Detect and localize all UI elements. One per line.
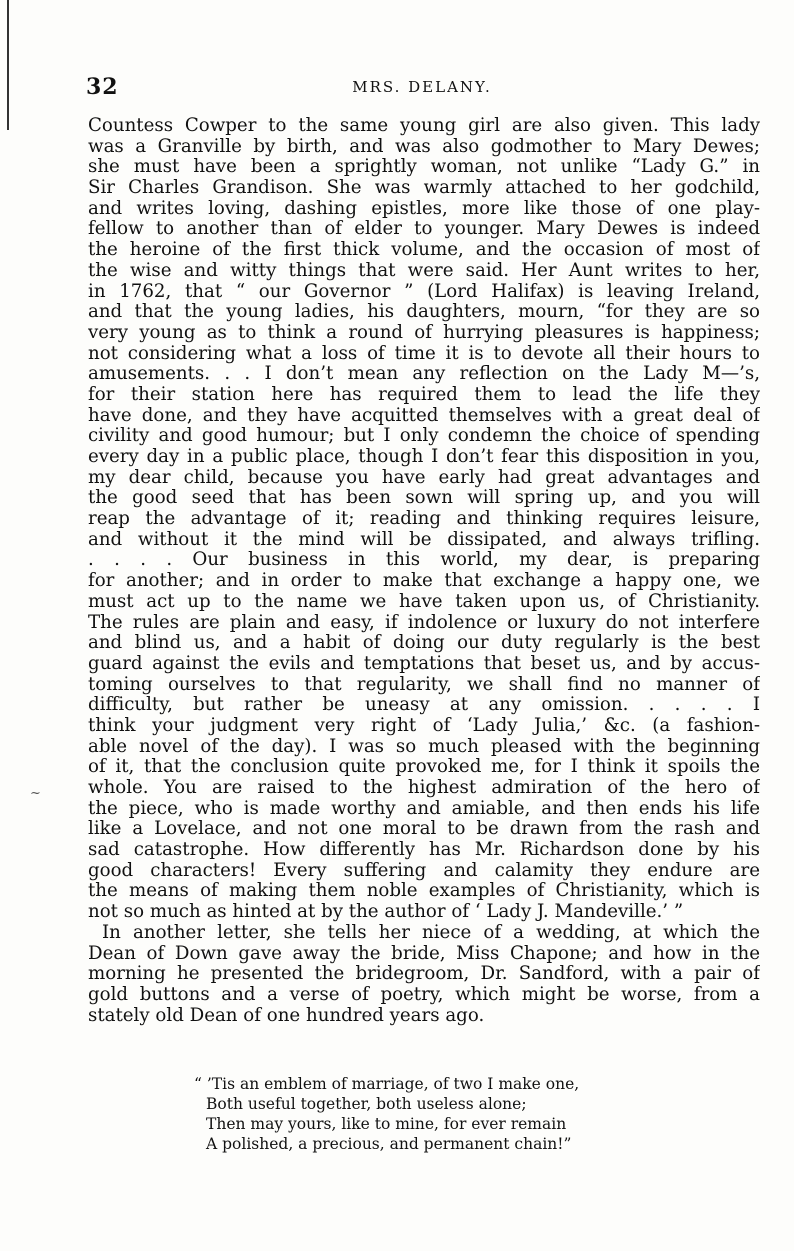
text-line: sad catastrophe. How differently has Mr. Richardson done by his <box>88 840 760 861</box>
text-line: reap the advantage of it; reading and thinking requires leisure, <box>88 509 760 530</box>
text-line: Dean of Down gave away the bride, Miss Chapone; and how in the <box>88 943 760 964</box>
text-line: was a Granville by birth, and was also godmother to Mary Dewes; <box>88 136 760 157</box>
text-line: amusements. . . I don’t mean any reflection on the Lady M—’s, <box>88 364 760 385</box>
text-line: and that the young ladies, his daughters, mourn, “for they are so <box>88 302 760 323</box>
text-line: toming ourselves to that regularity, we shall find no manner of <box>88 674 760 695</box>
text-line: and writes loving, dashing epistles, more like those of one play- <box>88 198 760 219</box>
page-edge-rule <box>7 0 9 130</box>
text-line: the means of making them noble examples of Christianity, which is <box>88 881 760 902</box>
text-line: not considering what a loss of time it is to devote all their hours to <box>88 343 760 364</box>
text-line: morning he presented the bridegroom, Dr. Sandford, with a pair of <box>88 964 760 985</box>
text-line: Sir Charles Grandison. She was warmly attached to her godchild, <box>88 178 760 199</box>
text-line: . . . . Our business in this world, my dear, is preparing <box>88 550 760 571</box>
text-line: good characters! Every suffering and calamity they endure are <box>88 860 760 881</box>
text-line: the good seed that has been sown will spring up, and you will <box>88 488 760 509</box>
text-line: stately old Dean of one hundred years ago. <box>88 1005 485 1026</box>
text-line: like a Lovelace, and not one moral to be drawn from the rash and <box>88 819 760 840</box>
poem-line: Both useful together, both useless alone; <box>206 1095 527 1113</box>
text-line: in 1762, that “ our Governor ” (Lord Halifax) is leaving Ireland, <box>88 281 760 302</box>
text-line: the wise and witty things that were said. Her Aunt writes to her, <box>88 260 760 281</box>
text-line: must act up to the name we have taken upon us, of Christianity. <box>88 591 760 612</box>
margin-mark: ~ <box>30 786 41 801</box>
text-line: and without it the mind will be dissipated, and always trifling. <box>88 529 760 550</box>
poem-line: “ ’Tis an emblem of marriage, of two I make one, <box>194 1075 580 1093</box>
text-line: not so much as hinted at by the author of ‘ Lady J. Mandeville.’ ” <box>88 902 684 923</box>
poem-line: A polished, a precious, and permanent chain!” <box>206 1135 572 1153</box>
body-text <box>88 116 760 1026</box>
text-line: guard against the evils and temptations that beset us, and by accus- <box>88 653 760 674</box>
text-line: think your judgment very right of ‘Lady Julia,’ &c. (a fashion- <box>88 715 760 736</box>
text-line: of it, that the conclusion quite provoked me, for I think it spoils the <box>88 757 760 778</box>
text-line: gold buttons and a verse of poetry, which might be worse, from a <box>88 984 760 1005</box>
text-line: Countess Cowper to the same young girl are also given. This lady <box>88 116 760 136</box>
text-line: every day in a public place, though I don’t fear this disposition in you, <box>88 447 760 467</box>
poem-line: Then may yours, like to mine, for ever remain <box>206 1115 567 1133</box>
text-line: very young as to think a round of hurrying pleasures is happiness; <box>88 322 760 343</box>
text-line: for another; and in order to make that exchange a happy one, we <box>88 571 760 592</box>
text-line: for their station here has required them to lead the life they <box>88 384 760 405</box>
running-head: MRS. DELANY. <box>352 78 492 96</box>
text-line: whole. You are raised to the highest admiration of the hero of <box>88 778 760 798</box>
text-line: the piece, who is made worthy and amiable, and then ends his life <box>88 798 760 819</box>
page-number: 32 <box>86 74 119 100</box>
page-header <box>86 74 758 100</box>
text-line: able novel of the day). I was so much pleased with the beginning <box>88 736 760 757</box>
text-line: difficulty, but rather be uneasy at any omission. . . . . I <box>88 695 760 716</box>
text-line: have done, and they have acquitted themselves with a great deal of <box>88 405 760 426</box>
text-line: she must have been a sprightly woman, not unlike “Lady G.” in <box>88 157 760 178</box>
text-line: and blind us, and a habit of doing our duty regularly is the best <box>88 633 760 654</box>
poem-verse <box>194 1074 664 1154</box>
text-line: the heroine of the first thick volume, and the occasion of most of <box>88 240 760 261</box>
text-line: The rules are plain and easy, if indolence or luxury do not interfere <box>88 612 760 633</box>
text-line: fellow to another than of elder to younger. Mary Dewes is indeed <box>88 219 760 240</box>
text-line: In another letter, she tells her niece of a wedding, at which the <box>102 922 760 943</box>
text-line: civility and good humour; but I only condemn the choice of spending <box>88 426 760 447</box>
text-line: my dear child, because you have early had great advantages and <box>88 467 760 488</box>
